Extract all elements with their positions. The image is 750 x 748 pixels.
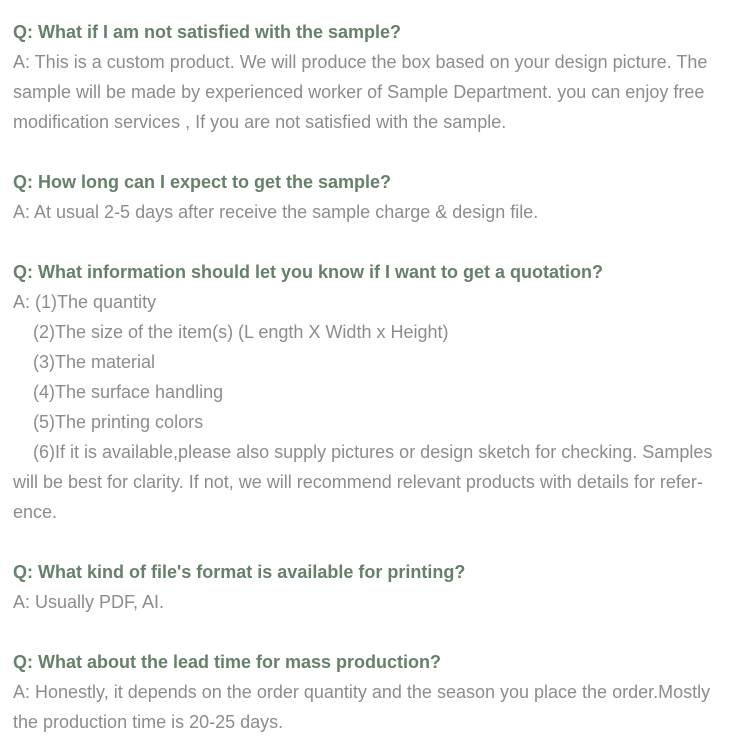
faq-spacer — [13, 527, 733, 557]
faq-answer-line: A: At usual 2-5 days after receive the sample charge & design file. — [13, 202, 539, 222]
faq-item-file-format — [13, 557, 733, 617]
faq-question: Q: What kind of file's format is available for printing? — [13, 562, 466, 582]
faq-answer-line: (4)The surface handling — [33, 382, 224, 402]
faq-answer-line: the production time is 20-25 days. — [13, 712, 284, 732]
faq-question: Q: How long can I expect to get the sample? — [13, 172, 392, 192]
faq-list — [13, 17, 733, 737]
faq-answer-line: A: Honestly, it depends on the order quantity and the season you place the order.Mostly — [13, 682, 711, 702]
faq-item-quotation-info — [13, 257, 733, 527]
faq-question: Q: What information should let you know if I want to get a quotation? — [13, 262, 603, 282]
faq-answer-line: (2)The size of the item(s) (L ength X Width x Height) — [33, 322, 449, 342]
faq-item-sample-time — [13, 167, 733, 227]
faq-spacer — [13, 137, 733, 167]
faq-answer-line: sample will be made by experienced worker of Sample Department. you can enjoy free — [13, 82, 705, 102]
faq-answer-line: modification services , If you are not satisfied with the sample. — [13, 112, 507, 132]
faq-answer-line: (5)The printing colors — [33, 412, 204, 432]
faq-spacer — [13, 617, 733, 647]
faq-answer-line: (3)The material — [33, 352, 156, 372]
faq-item-sample-satisfaction — [13, 17, 733, 137]
faq-item-lead-time — [13, 647, 733, 737]
faq-answer-line: (6)If it is available,please also supply pictures or design sketch for checking. Samples — [33, 442, 713, 462]
faq-answer-line: will be best for clarity. If not, we will recommend relevant products with details for refer- — [13, 472, 703, 492]
faq-answer-line: ence. — [13, 502, 58, 522]
faq-spacer — [13, 227, 733, 257]
faq-question: Q: What if I am not satisfied with the sample? — [13, 22, 402, 42]
faq-answer-line: A: (1)The quantity — [13, 292, 157, 312]
faq-answer-line: A: Usually PDF, AI. — [13, 592, 165, 612]
faq-answer-line: A: This is a custom product. We will produce the box based on your design picture. The — [13, 52, 708, 72]
faq-question: Q: What about the lead time for mass production? — [13, 652, 442, 672]
